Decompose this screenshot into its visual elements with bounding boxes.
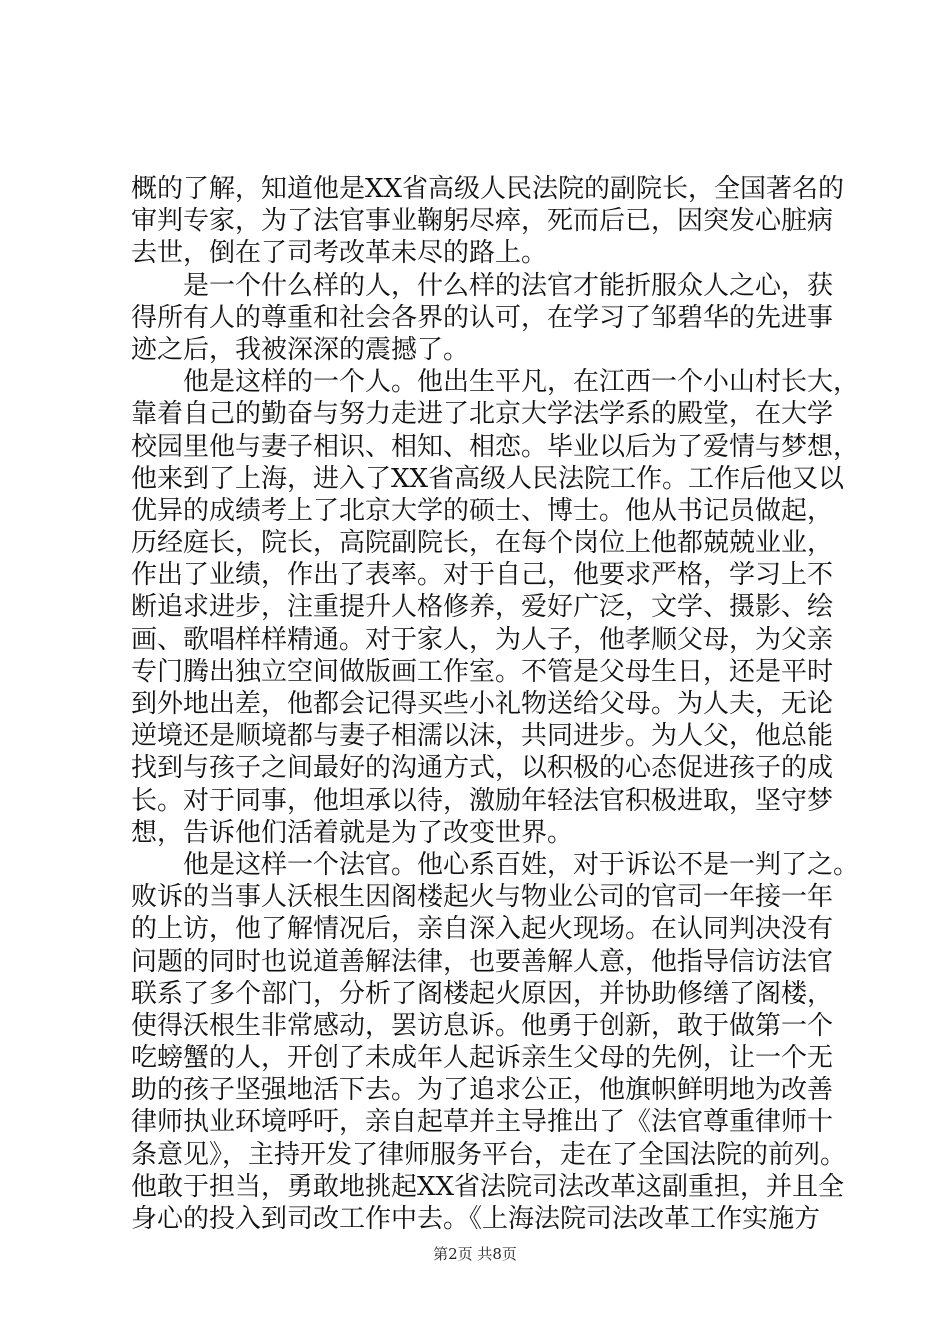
text-line: 画、歌唱样样精通。对于家人，为人子，他孝顺父母，为父亲 — [131, 624, 834, 655]
text-line: 到外地出差，他都会记得买些小礼物送给父母。为人夫，无论 — [131, 689, 834, 719]
text-line: 使得沃根生非常感动，罢访息诉。他勇于创新，敢于做第一个 — [131, 1010, 834, 1041]
text-line: 想，告诉他们活着就是为了改变世界。 — [131, 817, 574, 848]
text-line: 长。对于同事，他坦承以待，激励年轻法官积极进取，坚守梦 — [131, 785, 834, 816]
text-line: 助的孩子坚强地活下去。为了追求公正，他旗帜鲜明地为改善 — [131, 1075, 834, 1106]
text-line: 吃螃蟹的人，开创了未成年人起诉亲生父母的先例，让一个无 — [131, 1043, 834, 1074]
text-line: 去世，倒在了司考改革未尽的路上。 — [131, 238, 548, 269]
text-line: 律师执业环境呼吁，亲自起草并主导推出了《法官尊重律师十 — [131, 1107, 834, 1138]
text-line: 是一个什么样的人，什么样的法官才能折服众人之心，获 — [131, 270, 834, 301]
text-line: 概的了解，知道他是XX省高级人民法院的副院长，全国著名的 — [131, 174, 845, 204]
text-line: 他是这样的一个人。他出生平凡，在江西一个小山村长大， — [131, 367, 860, 398]
text-line: 作出了业绩，作出了表率。对于自己，他要求严格，学习上不 — [131, 560, 834, 591]
text-line: 他是这样一个法官。他心系百姓，对于诉讼不是一判了之。 — [131, 849, 860, 880]
text-line: 历经庭长，院长，高院副院长，在每个岗位上他都兢兢业业， — [131, 528, 834, 559]
text-line: 审判专家，为了法官事业鞠躬尽瘁，死而后已，因突发心脏病 — [131, 206, 834, 237]
text-line: 校园里他与妻子相识、相知、相恋。毕业以后为了爱情与梦想， — [131, 431, 860, 462]
text-line: 问题的同时也说道善解法律，也要善解人意，他指导信访法官 — [131, 946, 834, 977]
text-line: 得所有人的尊重和社会各界的认可，在学习了邹碧华的先进事 — [131, 302, 834, 333]
text-line: 败诉的当事人沃根生因阁楼起火与物业公司的官司一年接一年 — [131, 882, 834, 913]
text-line: 的上访，他了解情况后，亲自深入起火现场。在认同判决没有 — [131, 914, 834, 945]
text-line: 找到与孩子之间最好的沟通方式，以积极的心态促进孩子的成 — [131, 753, 834, 784]
text-line: 逆境还是顺境都与妻子相濡以沫，共同进步。为人父，他总能 — [131, 721, 834, 752]
text-line: 专门腾出独立空间做版画工作室。不管是父母生日，还是平时 — [131, 656, 834, 687]
text-line: 他来到了上海，进入了XX省高级人民法院工作。工作后他又以 — [131, 463, 845, 494]
body-text — [131, 173, 860, 1235]
text-line: 条意见》，主持开发了律师服务平台，走在了全国法院的前列。 — [131, 1139, 847, 1170]
text-line: 迹之后，我被深深的震撼了。 — [131, 334, 470, 365]
text-line: 联系了多个部门，分析了阁楼起火原因，并协助修缮了阁楼， — [131, 978, 834, 1009]
text-line: 身心的投入到司改工作中去。《上海法院司法改革工作实施方 — [131, 1204, 821, 1234]
text-line: 靠着自己的勤奋与努力走进了北京大学法学系的殿堂，在大学 — [131, 399, 834, 430]
text-line: 他敢于担当，勇敢地挑起XX省法院司法改革这副重担，并且全 — [131, 1171, 845, 1202]
text-line: 优异的成绩考上了北京大学的硕士、博士。他从书记员做起， — [131, 495, 834, 526]
page-footer: 第2页 共8页 — [433, 1245, 517, 1263]
text-line: 断追求进步，注重提升人格修养，爱好广泛，文学、摄影、绘 — [131, 592, 834, 623]
